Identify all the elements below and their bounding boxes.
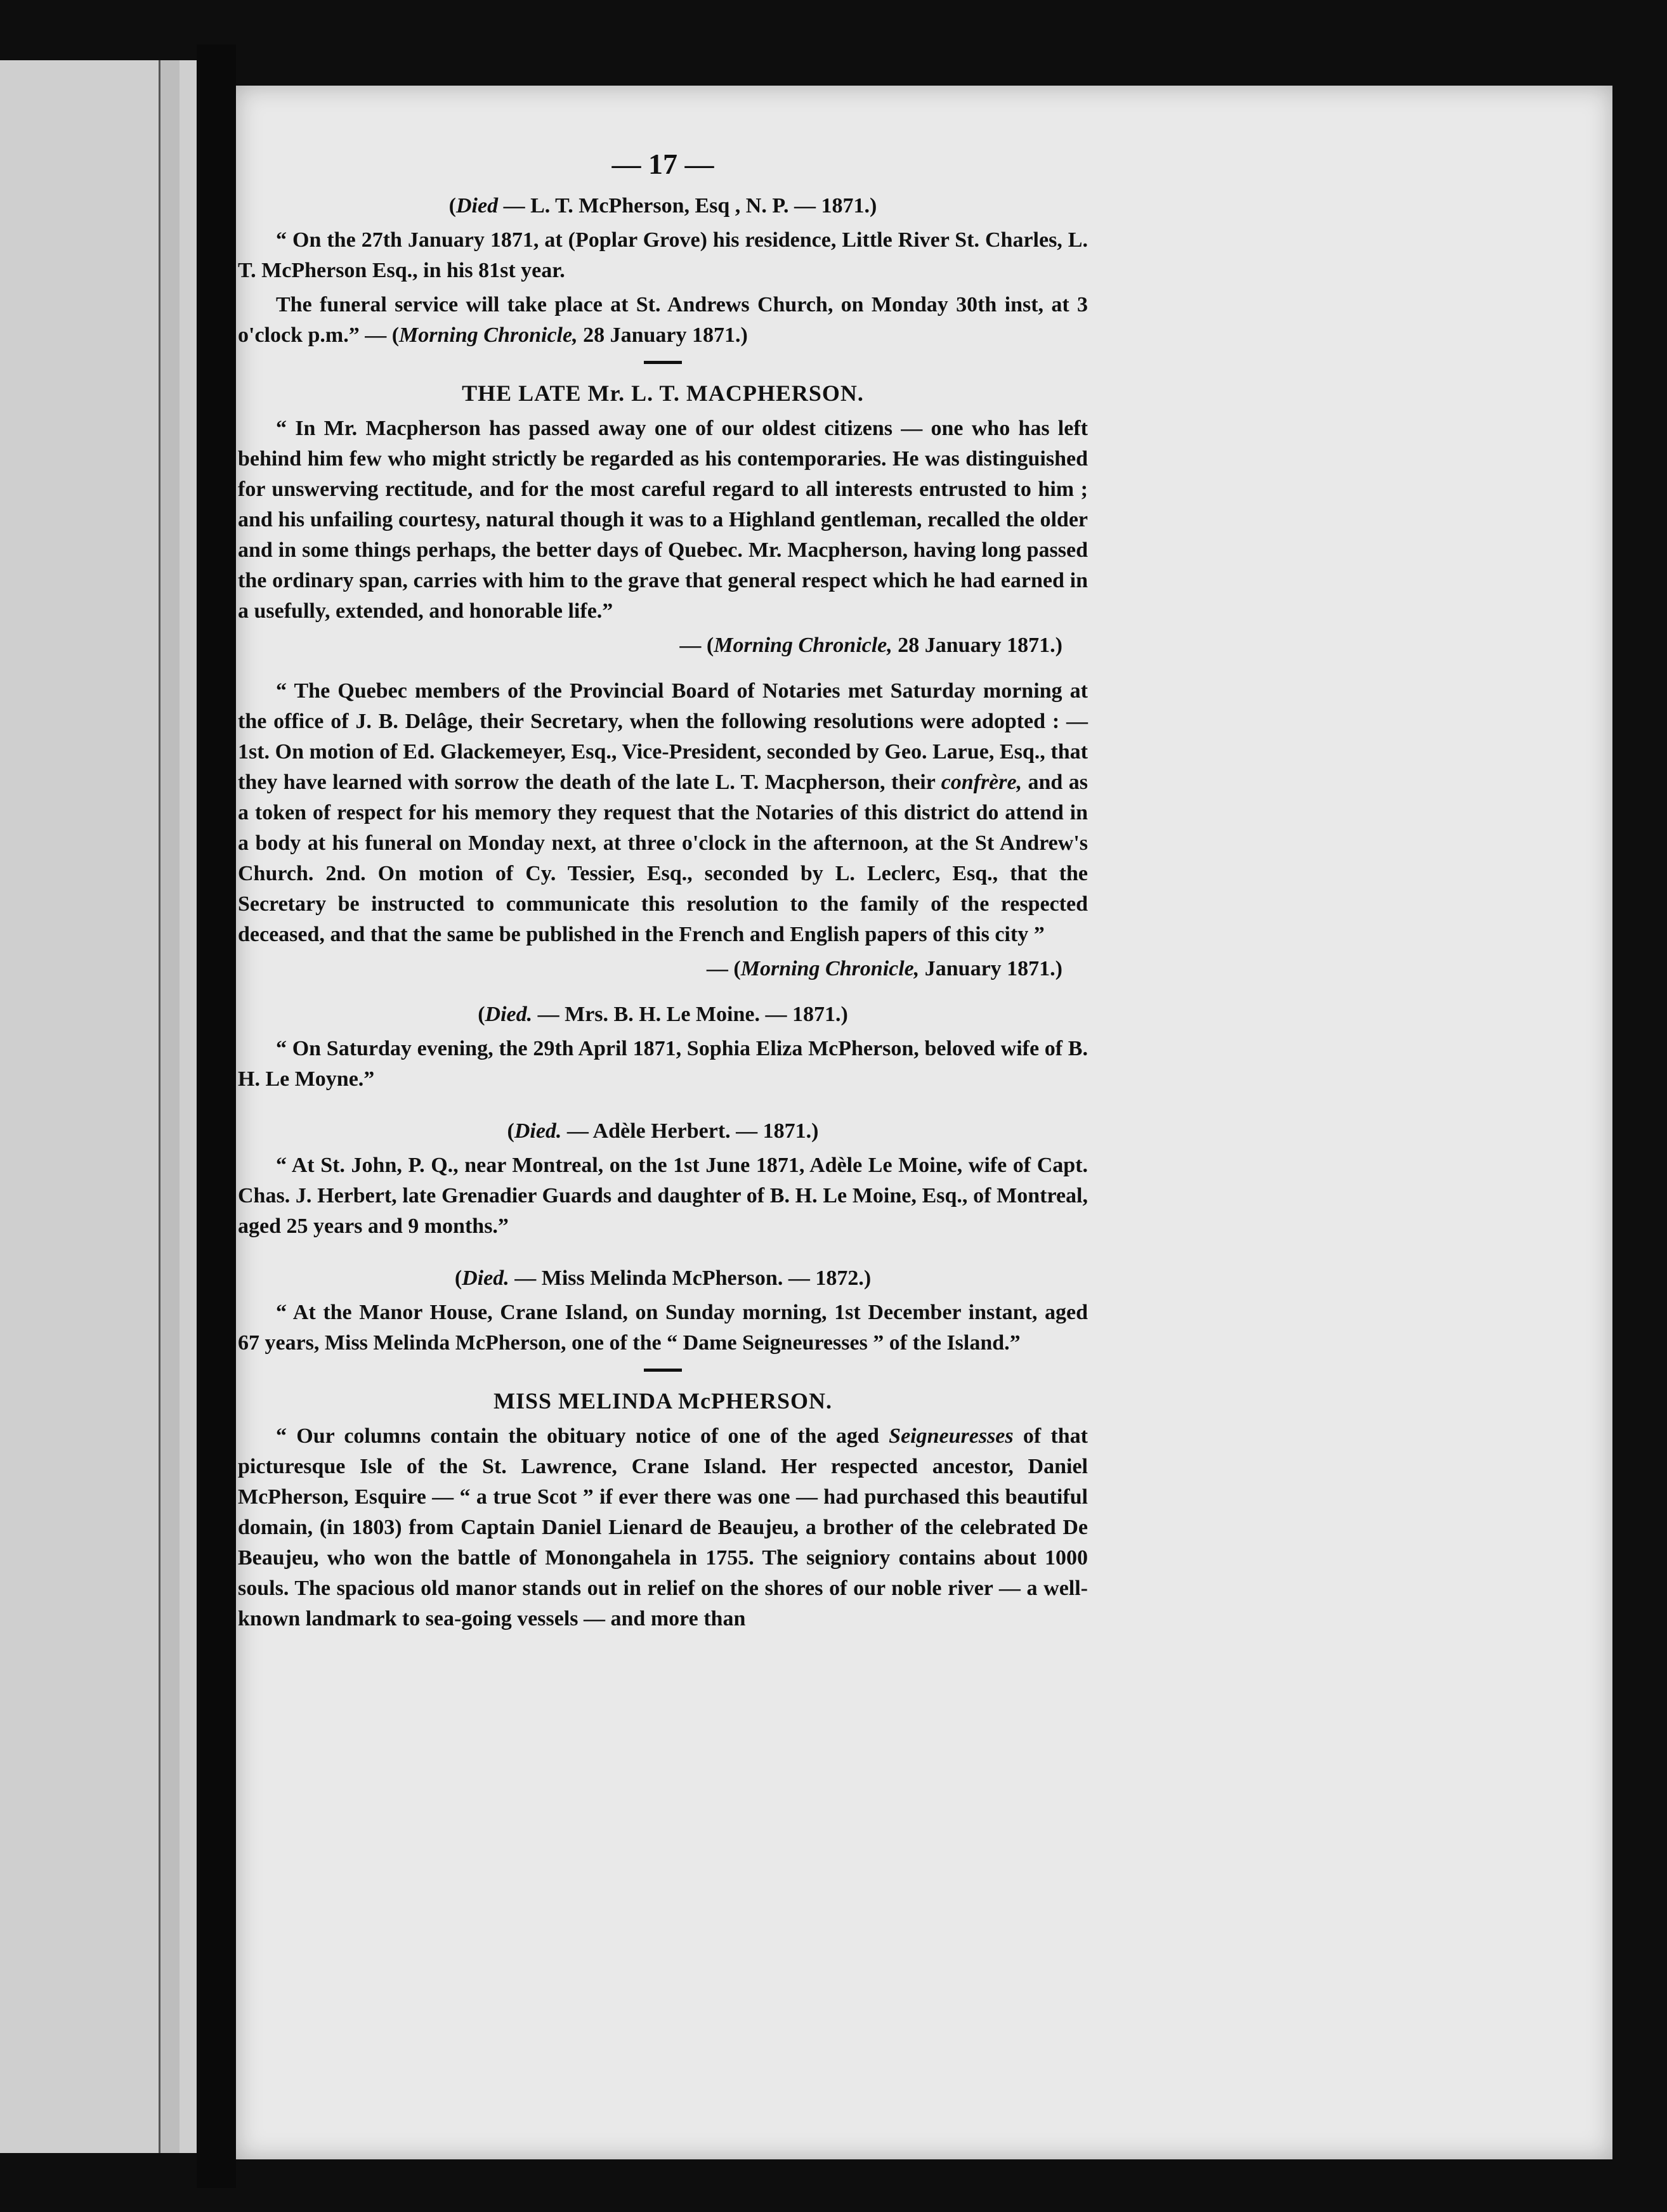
source-citation <box>238 954 1088 984</box>
source-name: Morning Chronicle, <box>399 323 578 347</box>
seigneuresses-word: Seigneuresses <box>889 1424 1014 1448</box>
died-label: Died <box>455 194 499 218</box>
section-rule <box>644 1369 682 1372</box>
funeral-paragraph: The funeral service will take place at St. Andrews Church, on Monday 30th inst, at 3 o'clock p.m.” — (Morning Chronicle, 28 January 1871.) <box>238 293 1088 347</box>
section-title-melinda: MISS MELINDA McPHERSON. <box>493 1388 833 1414</box>
notaries-text-1: “ The Quebec members of the Provincial Board of Notaries met Saturday morning at the office of J. B. Delâge, their Secretary, when the following resolutions were adopted : — 1st. On motion of Ed. Glackemeyer, Esq., Vice-President, seconded by Geo. Larue, Esq., that they have learned with sorrow the death of the late L. T. Macpherson, their <box>238 679 1088 794</box>
book-gutter <box>197 44 236 2188</box>
section-rule <box>644 361 682 364</box>
left-page-edge <box>0 60 200 2153</box>
melinda-paragraph <box>238 1421 1088 1634</box>
obituary-paragraph: “ On the 27th January 1871, at (Poplar Grove) his residence, Little River St. Charles, L. T. McPherson Esq., in his 81st year. <box>238 228 1088 282</box>
tribute-paragraph: “ In Mr. Macpherson has passed away one of our oldest citizens — one who has left behind him few who might strictly be regarded as his contemporaries. He was distinguished for unswerving rectitude, and for the most careful regard to all interests entrusted to him ; and his unfailing courtesy, natural though it was to a Highland gentleman, recalled the older and in some things perhaps, the better days of Quebec. Mr. Macpherson, having long passed the ordinary span, carries with him to the grave that general respect which he had earned in a usefully, extended, and honorable life.” <box>238 417 1088 623</box>
funeral-text: The funeral service will take place at St. Andrews Church, on Monday 30th inst, at 3 o'clock p.m.” — <box>238 293 1088 347</box>
source-date: January 1871.) <box>919 957 1062 980</box>
entry-header-melinda-mcpherson: (Died. — Miss Melinda McPherson. — 1872.) <box>454 1266 872 1290</box>
notaries-text-2: and as a token of respect for his memory they request that the Notaries of this district do attend in a body at his funeral on Monday next, at three o'clock in the afternoon, at the St Andrew's Church. 2nd. On motion of Cy. Tessier, Esq., seconded by L. Leclerc, Esq., that the Secretary be instructed to communicate this resolution to the family of the respected deceased, and that the same be published in the French and English papers of this city ” <box>238 771 1088 946</box>
obituary-paragraph: “ At St. John, P. Q., near Montreal, on the 1st June 1871, Adèle Le Moine, wife of Capt. Chas. J. Herbert, late Grenadier Guards and daughter of B. H. Le Moine, Esq., of Montreal, aged 25 years and 9 months.” <box>238 1154 1088 1238</box>
source-prefix: — ( <box>706 957 741 980</box>
source-date: 28 January 1871.) <box>892 634 1062 657</box>
source-prefix: — ( <box>679 634 714 657</box>
melinda-text-2: of that picturesque Isle of the St. Lawrence, Crane Island. Her respected ancestor, Daniel McPherson, Esquire — “ a true Scot ” if ever there was one — had purchased this beautiful domain, (in 1803) from Captain Daniel Lienard de Beaujeu, a brother of the celebrated De Beaujeu, who won the battle of Monongahela in 1755. The seigniory contains about 1000 souls. The spacious old manor stands out in relief on the shores of our noble river — a well-known landmark to sea-going vessels — and more than <box>238 1424 1088 1630</box>
confrere-word: confrère, <box>941 771 1023 794</box>
spacer <box>238 1098 1088 1112</box>
entry-header-text: — Adèle Herbert. — 1871.) <box>561 1119 819 1143</box>
entry-header-lt-mcpherson: (Died — L. T. McPherson, Esq , N. P. — 1871.) <box>448 194 877 218</box>
obituary-paragraph: “ At the Manor House, Crane Island, on Sunday morning, 1st December instant, aged 67 years, Miss Melinda McPherson, one of the “ Dame Seigneuresses ” of the Island.” <box>238 1301 1088 1355</box>
notaries-paragraph <box>238 676 1088 950</box>
text-column <box>238 149 1088 1638</box>
died-label: Died. <box>485 1003 533 1026</box>
page-number: — 17 — <box>611 148 714 180</box>
section-title-late-macpherson: THE LATE Mr. L. T. MACPHERSON. <box>462 381 864 406</box>
entry-header-adele-herbert: (Died. — Adèle Herbert. — 1871.) <box>507 1119 819 1143</box>
entry-header-le-moine: (Died. — Mrs. B. H. Le Moine. — 1871.) <box>478 1003 848 1026</box>
source-name: Morning Chronicle, <box>714 634 892 657</box>
source-name: Morning Chronicle, <box>740 957 920 980</box>
entry-header-text: — Miss Melinda McPherson. — 1872.) <box>509 1266 872 1290</box>
source-citation <box>238 630 1088 661</box>
left-page-fold <box>159 60 180 2153</box>
entry-header-text: — Mrs. B. H. Le Moine. — 1871.) <box>532 1003 848 1026</box>
died-label: Died. <box>462 1266 509 1290</box>
source-date: 28 January 1871.) <box>577 323 748 347</box>
entry-header-text: — L. T. McPherson, Esq , N. P. — 1871.) <box>498 194 877 218</box>
obituary-paragraph: “ On Saturday evening, the 29th April 1871, Sophia Eliza McPherson, beloved wife of B. H. Le Moyne.” <box>238 1037 1088 1091</box>
died-label: Died. <box>514 1119 562 1143</box>
spacer <box>238 1246 1088 1259</box>
melinda-text-1: “ Our columns contain the obituary notice of one of the aged <box>276 1424 889 1448</box>
